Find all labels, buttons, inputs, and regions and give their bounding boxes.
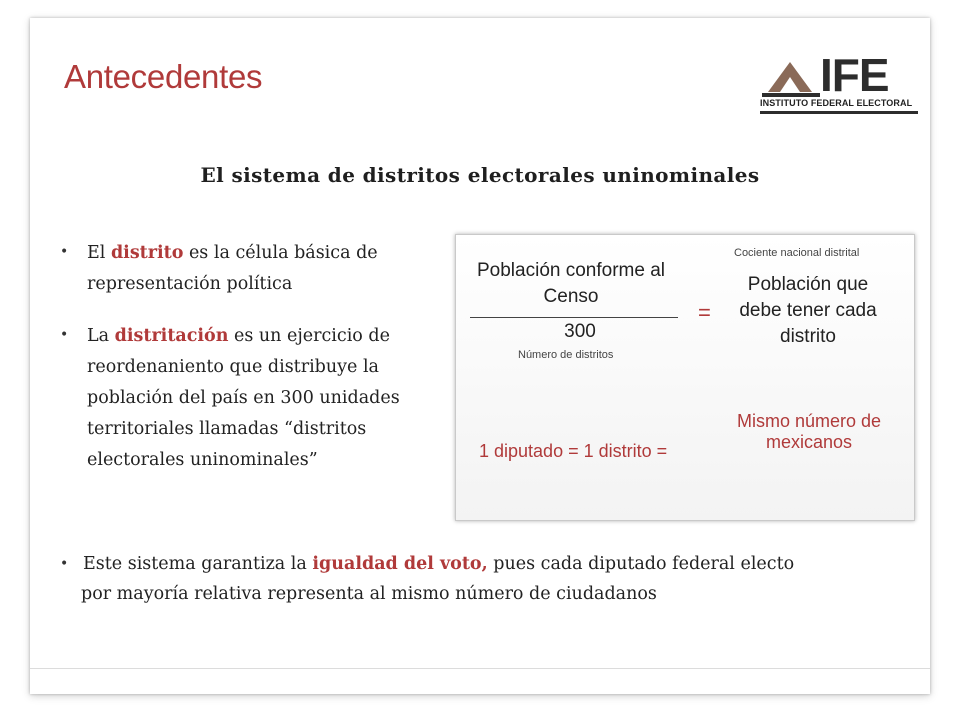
bullet-text-after: es la célula básica de representación política [87,243,378,294]
bullet-dot: • [60,244,69,260]
bullet-distritacion [60,321,440,476]
formula-denominator: 300 [564,321,596,342]
bullet-text-after: es un ejercicio de reordenaniento que distribuye la población del país en 300 unidades territoriales llamadas “distritos electorales uninominales” [87,326,400,470]
fraction-line [470,317,678,318]
ife-pyramid-icon [760,54,822,100]
bullet-dot: • [60,327,69,343]
equation: 1 diputado = 1 distrito = [479,441,668,461]
bottom-bullet [60,549,890,609]
bottom-text-after: pues cada diputado federal electo [487,554,795,574]
equation-result: Mismo número de mexicanos [736,411,882,452]
formula-numerator: Población conforme al Censo [477,260,665,307]
logo-subtitle: INSTITUTO FEDERAL ELECTORAL [760,98,913,108]
denominator-caption: Número de distritos [518,349,614,361]
logo-rule [760,111,918,114]
ife-logo [760,49,918,118]
bottom-text-before: Este sistema garantiza la [83,554,313,574]
bullet-text-before: El [87,243,111,263]
slide-subtitle: El sistema de distritos electorales uninominales [200,163,760,187]
bullet-highlight: distritación [114,326,229,346]
bottom-line-1 [60,549,890,579]
bullet-list [60,238,440,497]
bullet-dot: • [60,556,69,572]
result-caption: Cociente nacional distrital [734,247,860,259]
slide-title: Antecedentes [64,58,263,95]
bottom-line-2: por mayoría relativa representa al mismo número de ciudadanos [81,584,657,604]
footer-divider [30,668,930,669]
bullet-highlight: distrito [110,243,184,263]
bullet-distrito [60,238,440,300]
bottom-highlight: igualdad del voto, [312,554,488,574]
equals-sign: = [698,300,711,325]
formula-result: Población que debe tener cada distrito [739,274,877,347]
bullet-text-before: La [87,326,115,346]
logo-brand-text: IFE [820,49,889,101]
